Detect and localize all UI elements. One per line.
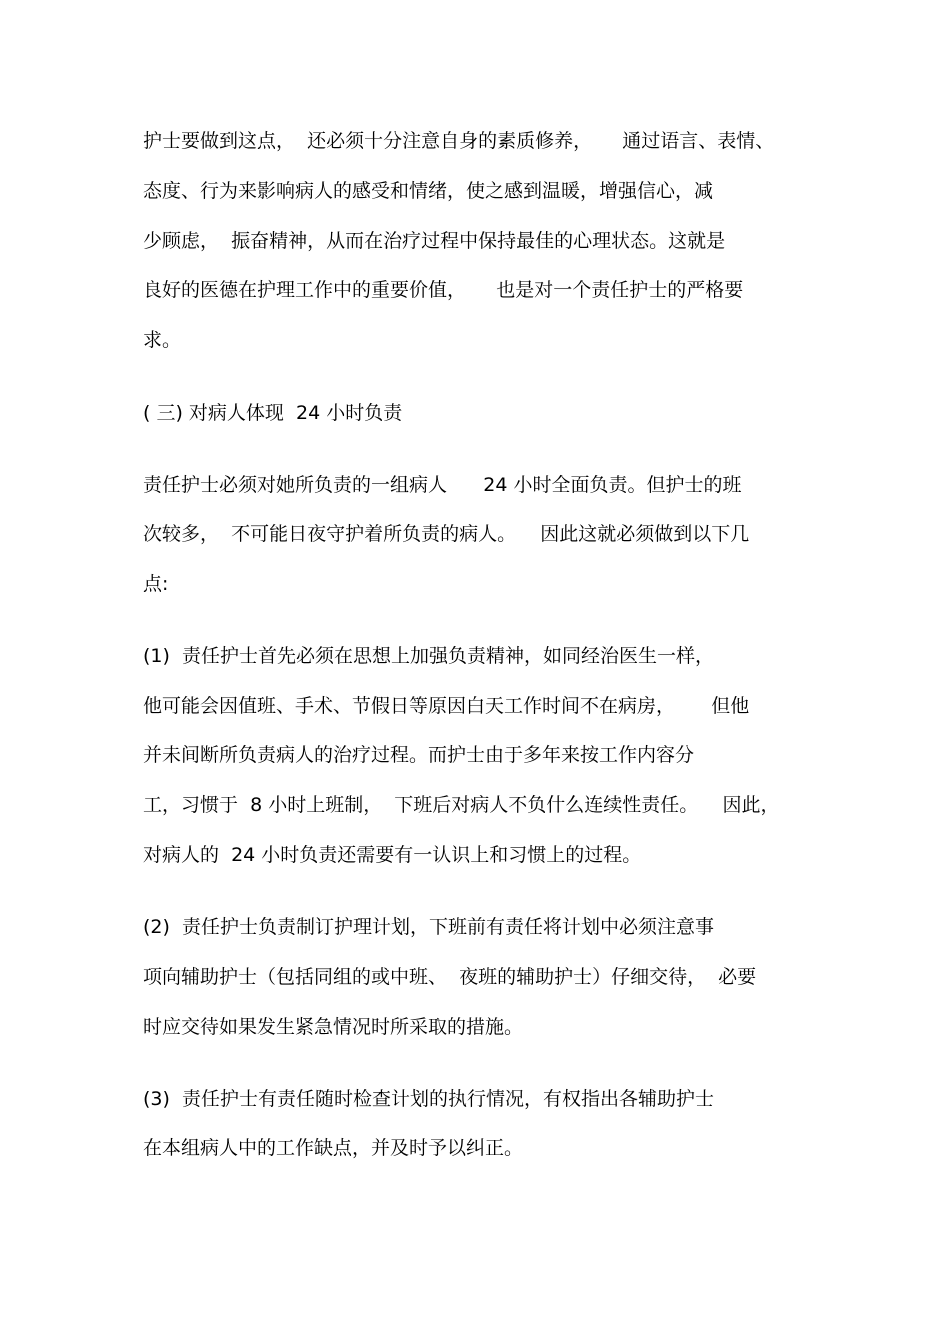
text-line: (1) 责任护士首先必须在思想上加强负责精神，如同经治医生一样， bbox=[143, 645, 714, 667]
text-line: 工，习惯于 8 小时上班制， 下班后对病人不负什么连续性责任。 因此， bbox=[143, 794, 780, 816]
text-line: 少顾虑， 振奋精神，从而在治疗过程中保持最佳的心理状态。这就是 bbox=[143, 230, 726, 252]
text-line: 护士要做到这点， 还必须十分注意自身的素质修养， 通过语言、表情、 bbox=[143, 130, 775, 152]
text-line: 态度、行为来影响病人的感受和情绪，使之感到温暖，增强信心，减 bbox=[143, 180, 714, 202]
text-line: 在本组病人中的工作缺点，并及时予以纠正。 bbox=[143, 1137, 524, 1159]
text-line: 并未间断所负责病人的治疗过程。而护士由于多年来按工作内容分 bbox=[143, 744, 695, 766]
text-line: 时应交待如果发生紧急情况时所采取的措施。 bbox=[143, 1016, 524, 1038]
text-line: 次较多， 不可能日夜守护着所负责的病人。 因此这就必须做到以下几 bbox=[143, 523, 750, 545]
text-line: 求。 bbox=[143, 329, 182, 351]
text-line: 项向辅助护士（包括同组的或中班、 夜班的辅助护士）仔细交待， 必要 bbox=[143, 966, 757, 988]
text-line: 他可能会因值班、手术、节假日等原因白天工作时间不在病房， 但他 bbox=[143, 695, 750, 717]
text-line: 对病人的 24 小时负责还需要有一认识上和习惯上的过程。 bbox=[143, 844, 642, 866]
text-line: 点: bbox=[143, 573, 169, 595]
section-heading: ( 三) 对病人体现 24 小时负责 bbox=[143, 402, 403, 424]
text-line: 责任护士必须对她所负责的一组病人 24 小时全面负责。但护士的班 bbox=[143, 474, 742, 496]
text-line: 良好的医德在护理工作中的重要价值， 也是对一个责任护士的严格要 bbox=[143, 279, 744, 301]
text-line: (3) 责任护士有责任随时检查计划的执行情况，有权指出各辅助护士 bbox=[143, 1088, 714, 1110]
text-line: (2) 责任护士负责制订护理计划，下班前有责任将计划中必须注意事 bbox=[143, 916, 714, 938]
